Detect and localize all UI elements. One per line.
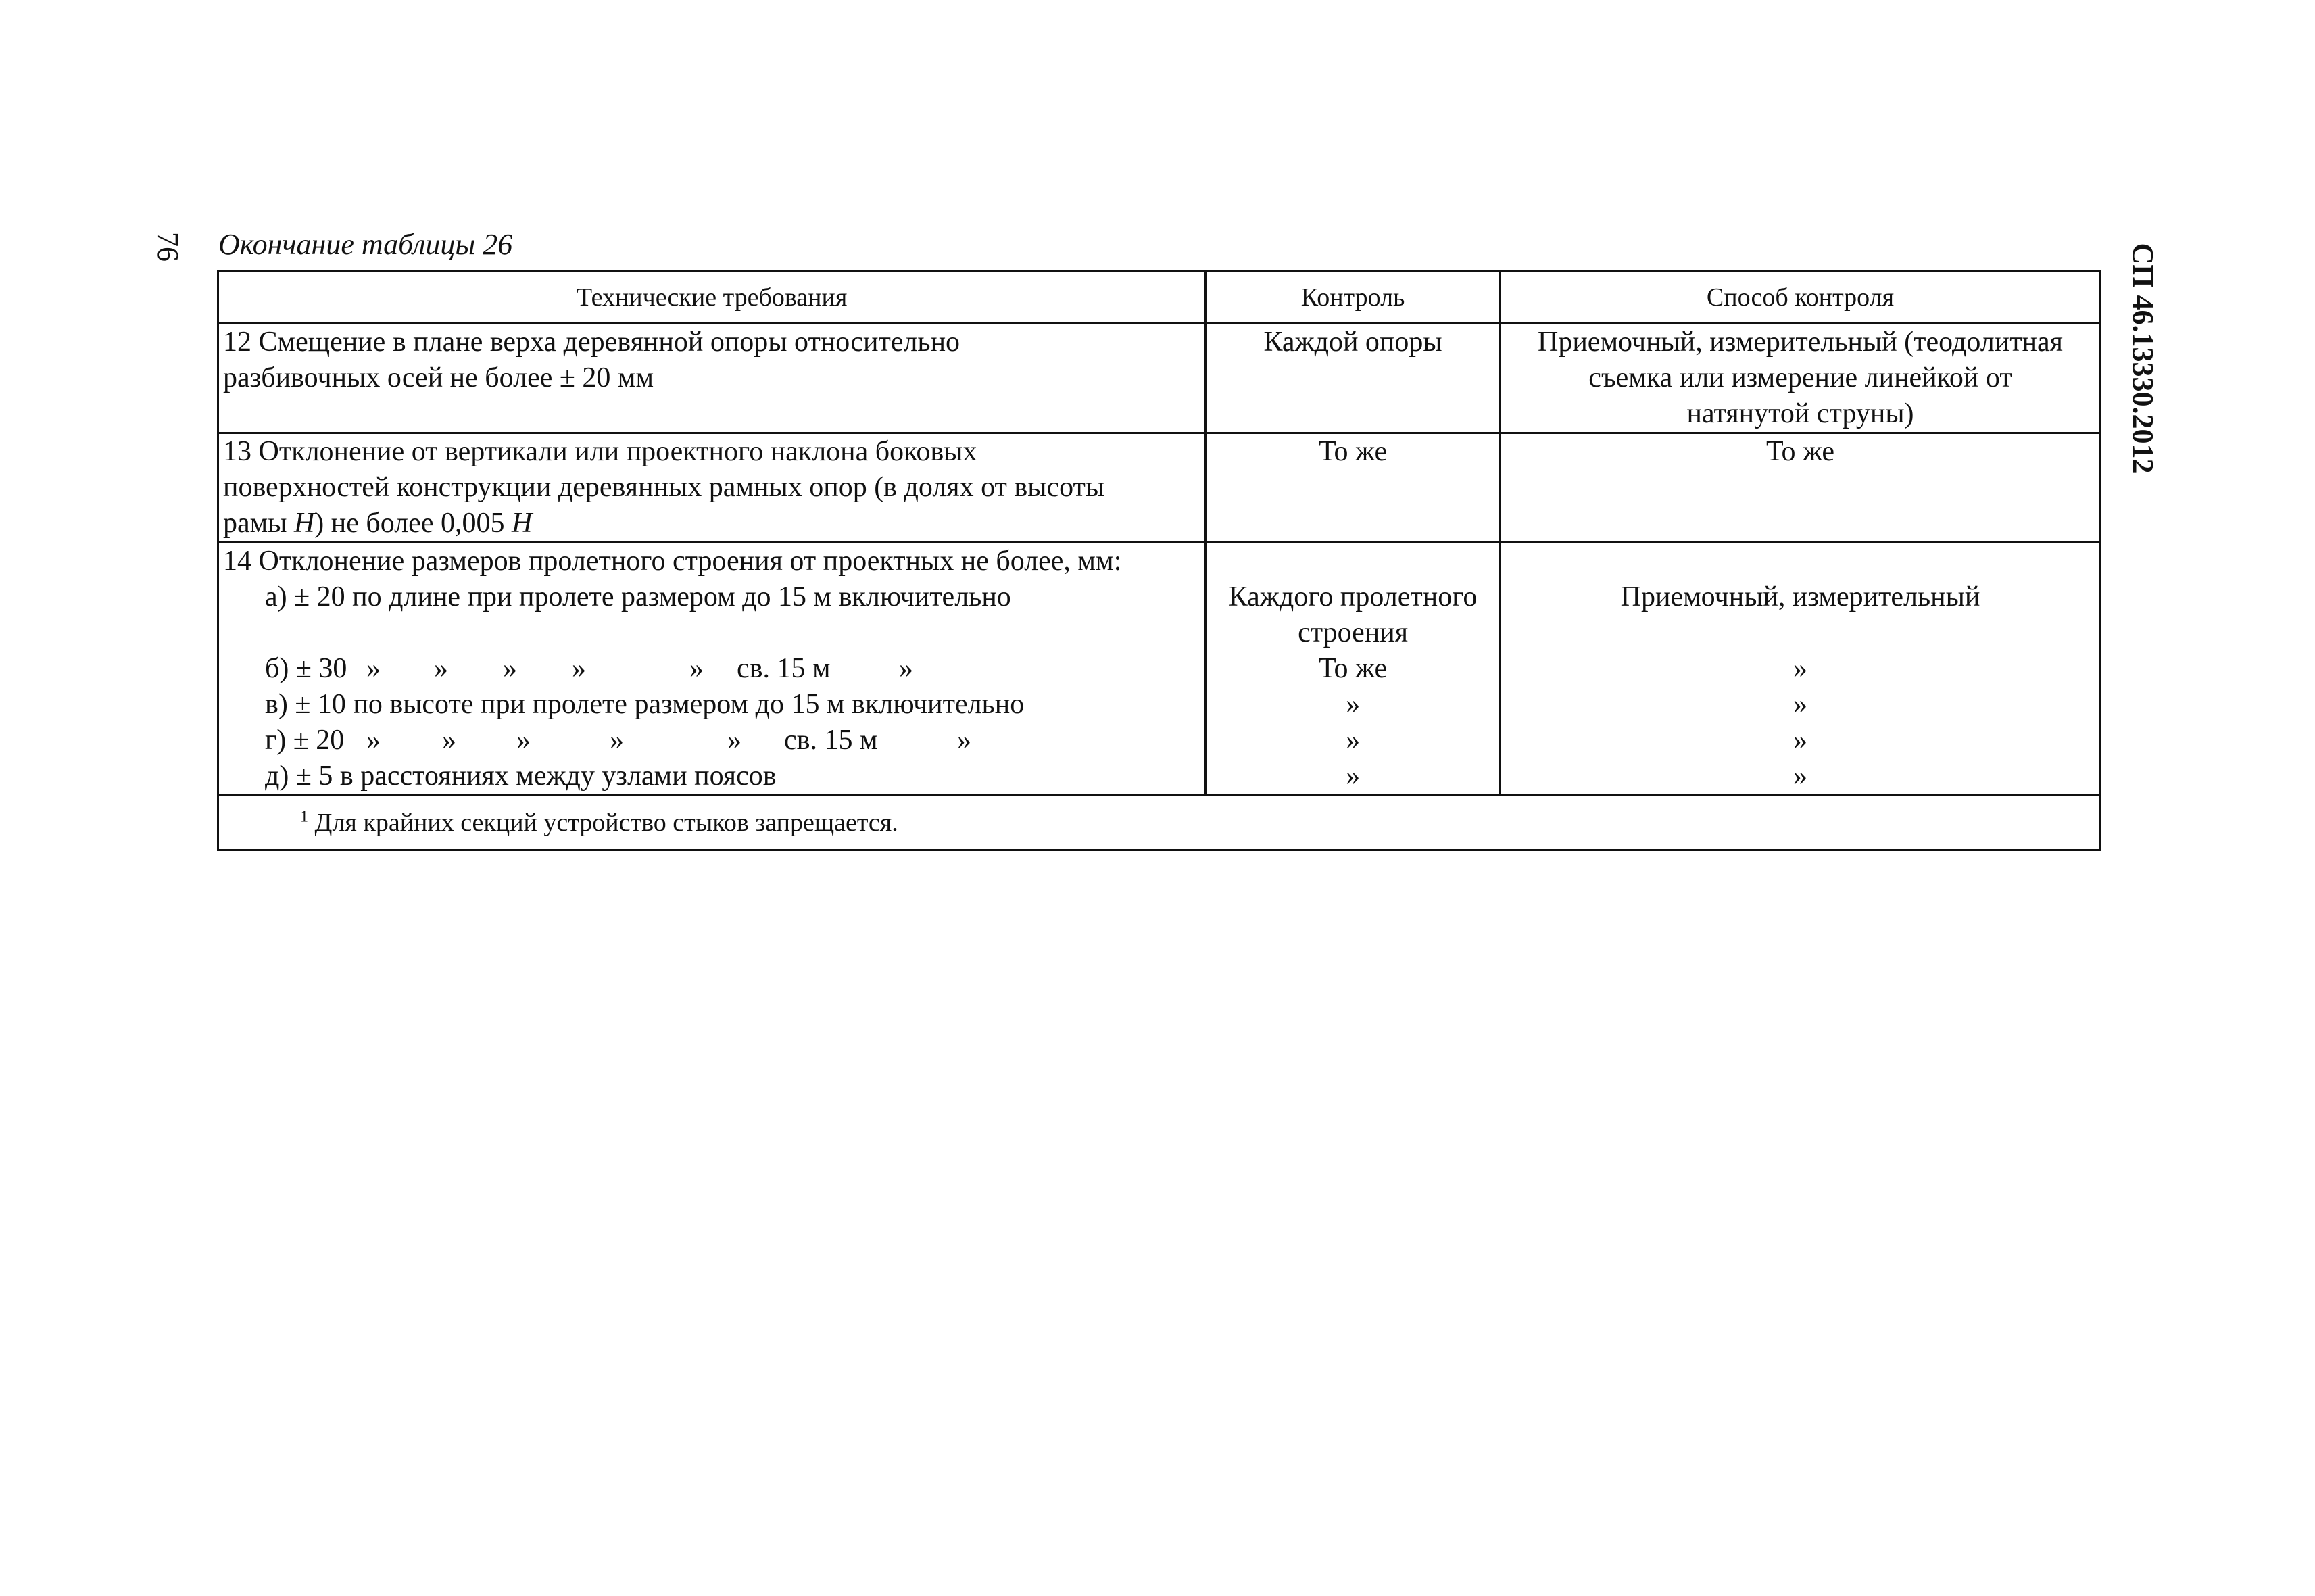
table-row bbox=[218, 433, 2101, 543]
ditto-mark: » bbox=[689, 653, 704, 684]
method-line: » bbox=[1793, 725, 1807, 756]
symbol-h: Н bbox=[511, 508, 533, 539]
requirement-cell bbox=[218, 433, 1206, 543]
control-line: » bbox=[1346, 760, 1361, 792]
control-line: » bbox=[1346, 689, 1361, 720]
requirement-line bbox=[223, 506, 1200, 541]
method-cell bbox=[1501, 543, 2101, 796]
method-line: съемка или измерение линейкой от bbox=[1588, 362, 2012, 393]
requirement-line: разбивочных осей не более ± 20 мм bbox=[223, 362, 654, 393]
ditto-mark: » bbox=[503, 653, 517, 684]
requirements-table bbox=[217, 270, 2101, 851]
method-cell bbox=[1501, 433, 2101, 543]
control-text: Каждой опоры bbox=[1263, 327, 1442, 358]
method-line: Приемочный, измерительный (теодолитная bbox=[1538, 327, 2063, 358]
control-cell bbox=[1206, 324, 1501, 433]
subitem-g bbox=[223, 723, 1200, 758]
symbol-h: Н bbox=[293, 508, 315, 539]
footnote-mark: 1 bbox=[300, 807, 308, 825]
spacer bbox=[1505, 543, 2095, 579]
requirement-line: 12 Смещение в плане верха деревянной опоры относительно bbox=[223, 327, 960, 358]
method-line: Приемочный, измерительный bbox=[1620, 581, 1980, 612]
control-cell bbox=[1206, 433, 1501, 543]
ditto-mark: » bbox=[727, 725, 741, 756]
subitem-d: д) ± 5 в расстояниях между узлами поясов bbox=[265, 760, 777, 792]
requirement-cell bbox=[218, 543, 1206, 796]
subitem-a: а) ± 20 по длине при пролете размером до 15 м включительно bbox=[265, 581, 1011, 612]
footnote-row bbox=[218, 796, 2101, 850]
header-control: Контроль bbox=[1206, 272, 1501, 324]
requirement-text: ) не более 0,005 bbox=[314, 508, 512, 539]
control-line: То же bbox=[1319, 653, 1388, 684]
spacer bbox=[223, 615, 1200, 651]
table-header-row bbox=[218, 272, 2101, 324]
ditto-mark: » bbox=[572, 653, 586, 684]
ditto-mark: » bbox=[899, 653, 913, 684]
subitem-g-span: св. 15 м bbox=[784, 725, 878, 756]
footnote-text: Для крайних секций устройство стыков запрещается. bbox=[314, 808, 898, 837]
method-line: » bbox=[1793, 689, 1807, 720]
subitem-v: в) ± 10 по высоте при пролете размером до 15 м включительно bbox=[265, 689, 1025, 720]
ditto-mark: » bbox=[434, 653, 448, 684]
requirement-line: 13 Отклонение от вертикали или проектного наклона боковых bbox=[223, 436, 977, 467]
method-line: натянутой струны) bbox=[1686, 398, 1914, 429]
ditto-mark: » bbox=[516, 725, 531, 756]
subitem-b-span: св. 15 м bbox=[737, 653, 831, 684]
spacer bbox=[1505, 615, 2095, 651]
subitem-b-text: б) ± 30 bbox=[265, 653, 347, 684]
method-line: » bbox=[1793, 760, 1807, 792]
document-code: СП 46.13330.2012 bbox=[2126, 243, 2160, 474]
footnote bbox=[218, 796, 2101, 850]
spacer bbox=[1211, 543, 1495, 579]
method-line: » bbox=[1793, 653, 1807, 684]
ditto-mark: » bbox=[610, 725, 624, 756]
ditto-mark: » bbox=[366, 653, 381, 684]
requirement-line: 14 Отклонение размеров пролетного строения от проектных не более, мм: bbox=[223, 546, 1122, 577]
method-text: То же bbox=[1765, 436, 1835, 467]
header-requirements: Технические требования bbox=[218, 272, 1206, 324]
control-line: строения bbox=[1298, 617, 1409, 648]
control-line: Каждого пролетного bbox=[1228, 581, 1478, 612]
requirement-cell bbox=[218, 324, 1206, 433]
ditto-mark: » bbox=[442, 725, 456, 756]
ditto-mark: » bbox=[957, 725, 971, 756]
header-method: Способ контроля bbox=[1501, 272, 2101, 324]
method-cell bbox=[1501, 324, 2101, 433]
ditto-mark: » bbox=[366, 725, 381, 756]
page-number: 76 bbox=[151, 232, 185, 262]
control-line: » bbox=[1346, 725, 1361, 756]
control-text: То же bbox=[1319, 436, 1388, 467]
table-row bbox=[218, 324, 2101, 433]
subitem-g-text: г) ± 20 bbox=[265, 725, 345, 756]
requirement-text: рамы bbox=[223, 508, 294, 539]
requirement-line: поверхностей конструкции деревянных рамных опор (в долях от высоты bbox=[223, 472, 1105, 503]
table-row bbox=[218, 543, 2101, 796]
table-caption: Окончание таблицы 26 bbox=[218, 228, 513, 261]
control-cell bbox=[1206, 543, 1501, 796]
subitem-b bbox=[223, 651, 1200, 687]
